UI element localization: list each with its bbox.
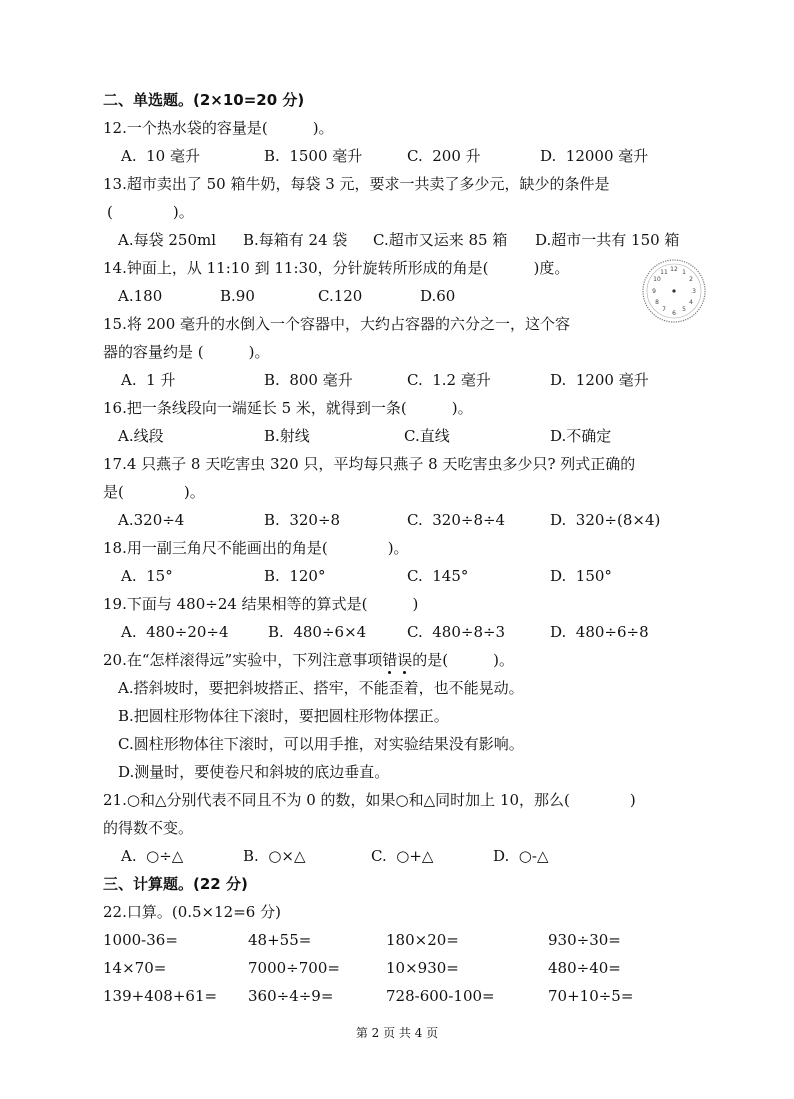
calc-item: 930÷30=	[548, 931, 621, 949]
svg-text:4: 4	[689, 299, 693, 306]
q15-option-b: B. 800 毫升	[264, 371, 353, 389]
svg-text:11: 11	[660, 269, 668, 276]
q13-stem-line2: ( )。	[107, 203, 194, 221]
q20-option-b: B.把圆柱形物体往下滚时，要把圆柱形物体摆正。	[118, 707, 449, 725]
q15-stem-line2: 器的容量约是 ( )。	[103, 343, 270, 361]
q14-option-b: B.90	[220, 287, 255, 305]
q15-option-c: C. 1.2 毫升	[407, 371, 491, 389]
q16-option-a: A.线段	[118, 427, 164, 445]
q19-option-c: C. 480÷8÷3	[407, 623, 506, 641]
q16-stem: 16.把一条线段向一端延长 5 米，就得到一条( )。	[103, 399, 473, 417]
q13-option-c: C.超市又运来 85 箱	[373, 231, 508, 249]
q12-stem: 12.一个热水袋的容量是( )。	[103, 119, 334, 137]
q13-option-b: B.每箱有 24 袋	[243, 231, 348, 249]
svg-text:12: 12	[670, 266, 678, 273]
svg-text:9: 9	[652, 288, 656, 295]
q14-stem: 14.钟面上，从 11:10 到 11:30，分针旋转所形成的角是( )度。	[103, 259, 570, 277]
q12-option-d: D. 12000 毫升	[540, 147, 649, 165]
q17-option-b: B. 320÷8	[264, 511, 341, 529]
q17-stem-line2: 是( )。	[103, 483, 205, 501]
svg-text:5: 5	[682, 306, 686, 313]
section-3-title: 三、计算题。(22 分)	[103, 875, 248, 893]
section-2-title: 二、单选题。(2×10=20 分)	[103, 91, 305, 109]
q17-option-a: A.320÷4	[118, 511, 185, 529]
q18-option-c: C. 145°	[407, 567, 469, 585]
q20-stem-pre: 20.在“怎样滚得远”实验中，下列注意事项	[103, 651, 383, 669]
q21-option-d: D. ○-△	[493, 847, 549, 865]
q14-option-a: A.180	[118, 287, 163, 305]
q19-stem: 19.下面与 480÷24 结果相等的算式是( )	[103, 595, 419, 613]
calc-item: 70+10÷5=	[548, 987, 634, 1005]
q18-option-a: A. 15°	[121, 567, 173, 585]
q17-option-d: D. 320÷(8×4)	[550, 511, 661, 529]
q20-stem	[103, 650, 514, 670]
svg-text:1: 1	[682, 269, 686, 276]
page-footer: 第 2 页 共 4 页	[355, 1026, 439, 1040]
q16-option-b: B.射线	[264, 427, 310, 445]
clock-face-icon	[641, 258, 707, 324]
calc-item: 139+408+61=	[103, 987, 218, 1005]
q16-option-d: D.不确定	[550, 427, 612, 445]
q13-option-d: D.超市一共有 150 箱	[535, 231, 680, 249]
calc-item: 10×930=	[386, 959, 459, 977]
calc-item: 728-600-100=	[386, 987, 495, 1005]
q20-stem-post: 的是( )。	[412, 651, 514, 669]
q19-option-d: D. 480÷6÷8	[550, 623, 649, 641]
q15-option-a: A. 1 升	[121, 371, 176, 389]
q20-option-c: C.圆柱形物体往下滚时，可以用手推，对实验结果没有影响。	[118, 735, 524, 753]
q21-option-b: B. ○×△	[243, 847, 306, 865]
q12-option-c: C. 200 升	[407, 147, 481, 165]
calc-item: 7000÷700=	[248, 959, 340, 977]
q21-option-c: C. ○+△	[371, 847, 434, 865]
q19-option-a: A. 480÷20÷4	[121, 623, 229, 641]
q20-emphasis-char-1: 错	[382, 651, 398, 669]
calc-item: 1000-36=	[103, 931, 178, 949]
q21-stem-line1: 21.○和△分别代表不同且不为 0 的数，如果○和△同时加上 10，那么( )	[103, 791, 636, 809]
q21-option-a: A. ○÷△	[121, 847, 184, 865]
q20-option-d: D.测量时，要使卷尺和斜坡的底边垂直。	[118, 763, 390, 781]
calc-item: 180×20=	[386, 931, 459, 949]
q20-emphasis-char-2: 误	[397, 651, 413, 669]
q18-option-d: D. 150°	[550, 567, 612, 585]
svg-text:8: 8	[655, 299, 659, 306]
q15-option-d: D. 1200 毫升	[550, 371, 649, 389]
calc-item: 48+55=	[248, 931, 312, 949]
svg-text:6: 6	[672, 310, 676, 317]
calc-item: 14×70=	[103, 959, 167, 977]
q17-option-c: C. 320÷8÷4	[407, 511, 506, 529]
q12-option-a: A. 10 毫升	[121, 147, 200, 165]
q21-stem-line2: 的得数不变。	[103, 819, 194, 837]
svg-text:10: 10	[653, 276, 661, 283]
q14-option-d: D.60	[420, 287, 456, 305]
calc-item: 360÷4÷9=	[248, 987, 334, 1005]
q22-title: 22.口算。(0.5×12=6 分)	[103, 903, 281, 921]
q13-stem-line1: 13.超市卖出了 50 箱牛奶，每袋 3 元，要求一共卖了多少元，缺少的条件是	[103, 175, 610, 193]
svg-text:2: 2	[689, 276, 693, 283]
q12-option-b: B. 1500 毫升	[264, 147, 363, 165]
q15-stem-line1: 15.将 200 毫升的水倒入一个容器中，大约占容器的六分之一，这个容	[103, 315, 571, 333]
q18-option-b: B. 120°	[264, 567, 326, 585]
q18-stem: 18.用一副三角尺不能画出的角是( )。	[103, 539, 409, 557]
q16-option-c: C.直线	[404, 427, 450, 445]
svg-text:3: 3	[692, 288, 696, 295]
q14-option-c: C.120	[318, 287, 363, 305]
q17-stem-line1: 17.4 只燕子 8 天吃害虫 320 只，平均每只燕子 8 天吃害虫多少只? 列式正确的	[103, 455, 636, 473]
q19-option-b: B. 480÷6×4	[268, 623, 367, 641]
q20-option-a: A.搭斜坡时，要把斜坡搭正、搭牢，不能歪着，也不能晃动。	[118, 679, 524, 697]
calc-item: 480÷40=	[548, 959, 621, 977]
svg-text:7: 7	[662, 306, 666, 313]
q13-option-a: A.每袋 250ml	[118, 231, 217, 249]
